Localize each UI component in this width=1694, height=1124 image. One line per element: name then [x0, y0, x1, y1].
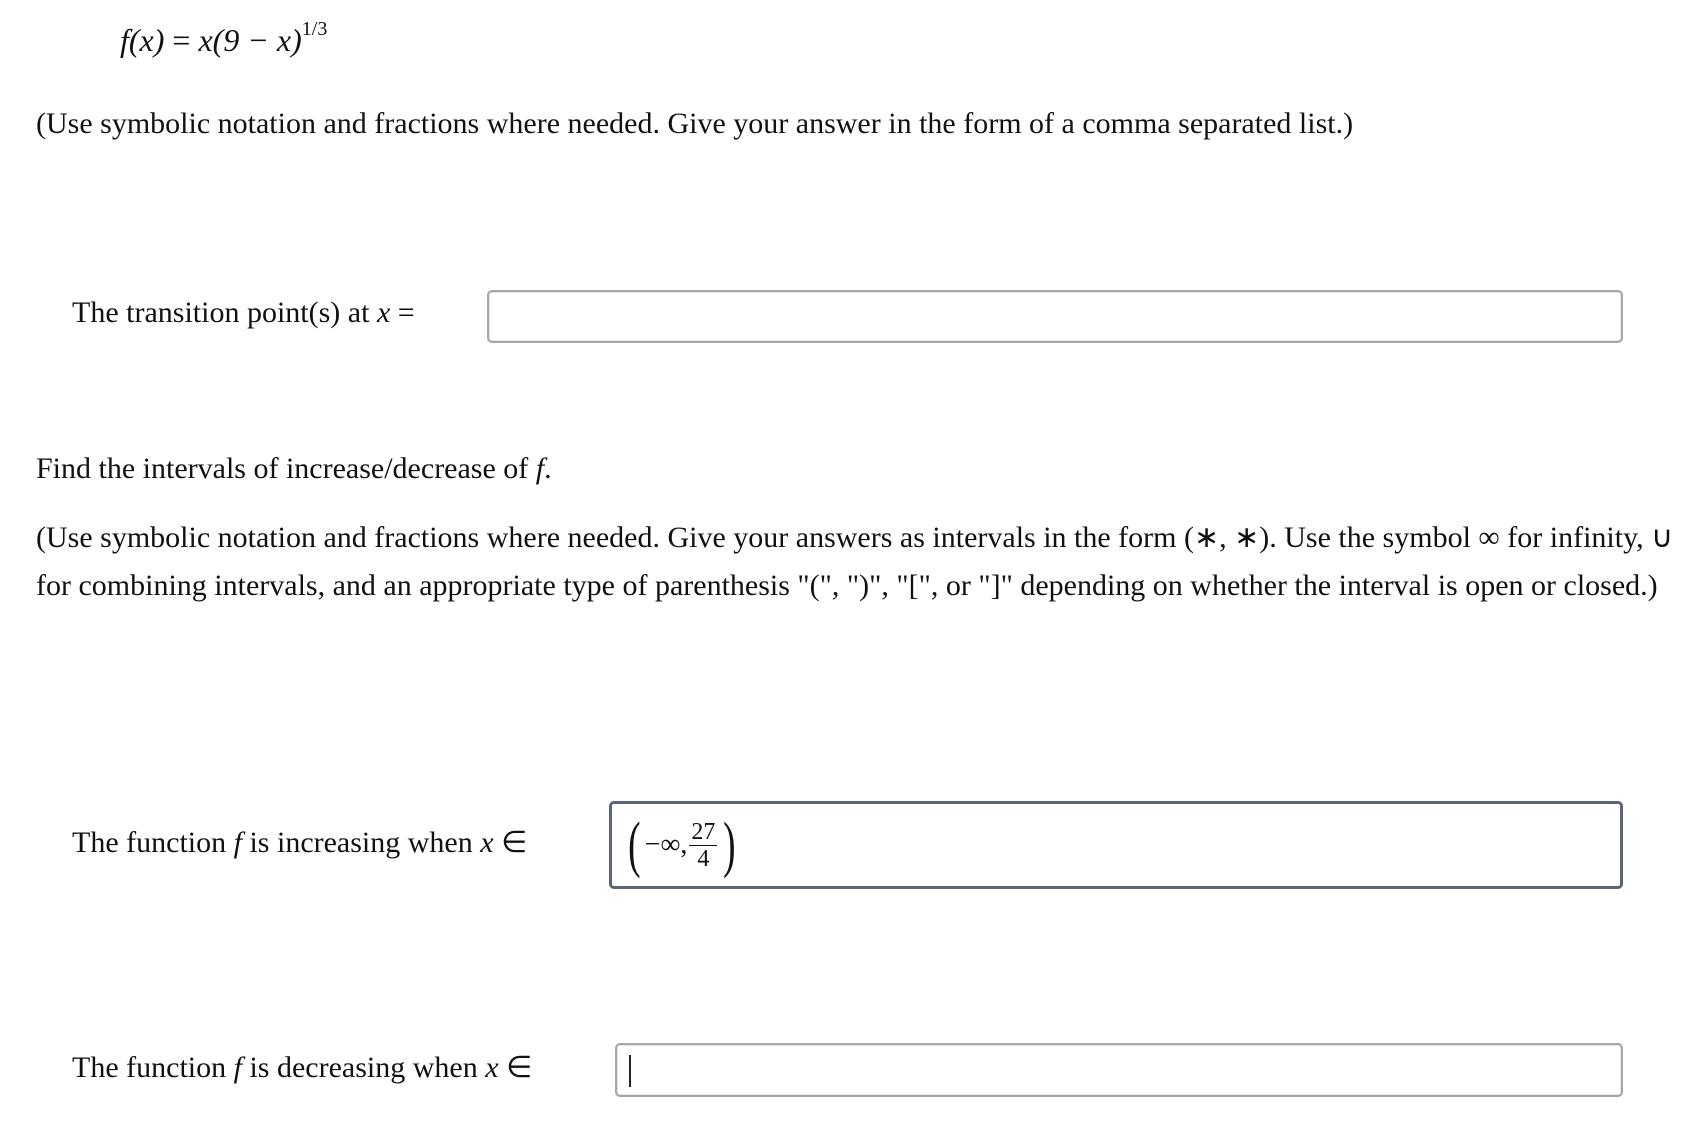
increasing-f: f [233, 826, 242, 859]
transition-label [72, 296, 415, 330]
increasing-prefix: The function [72, 826, 227, 859]
decreasing-prefix: The function [72, 1051, 227, 1084]
section-heading-var: f [535, 452, 545, 485]
decreasing-var: x [485, 1051, 499, 1084]
increasing-interval-input[interactable] [609, 801, 1623, 889]
decreasing-in: ∈ [506, 1051, 533, 1084]
transition-var: x [376, 296, 391, 329]
formula-rhs: x(9 − x) [198, 22, 302, 58]
instructions-intervals: (Use symbolic notation and fractions where needed. Give your answers as intervals in the form (∗, ∗). Use the symbol ∞ for infinity, ∪ for combining intervals, and an appropriate type of parenthesis "(", ")", "[", or "]" depending on whether the interval is open or closed.) [36, 521, 1674, 602]
increasing-label [72, 825, 527, 860]
answer-open-paren: ( [628, 811, 641, 879]
function-formula [120, 18, 328, 59]
text-cursor [629, 1055, 631, 1087]
section-heading-text: Find the intervals of increase/decrease of [36, 452, 529, 485]
formula-lhs: f(x) [120, 22, 165, 58]
answer-fraction [689, 819, 717, 872]
instructions-transition: (Use symbolic notation and fractions where needed. Give your answer in the form of a comma separated list.) [36, 107, 1354, 140]
transition-eq: = [397, 296, 415, 329]
answer-close-paren: ) [723, 811, 736, 879]
decreasing-interval-input[interactable] [615, 1043, 1623, 1097]
transition-point-input[interactable] [487, 290, 1623, 343]
formula-exponent: 1/3 [301, 18, 328, 41]
formula-equals: = [172, 22, 191, 58]
decreasing-mid: is decreasing when [249, 1051, 478, 1084]
decreasing-f: f [233, 1051, 242, 1084]
fraction-numerator: 27 [691, 818, 716, 845]
section-heading [36, 452, 552, 486]
transition-label-text: The transition point(s) at [72, 296, 370, 329]
increasing-var: x [480, 826, 494, 859]
increasing-mid: is increasing when [249, 826, 473, 859]
increasing-answer [624, 810, 740, 880]
answer-left-bound: −∞, [644, 829, 688, 860]
decreasing-label [72, 1050, 532, 1085]
section-heading-end: . [544, 452, 552, 485]
fraction-denominator: 4 [697, 845, 710, 872]
increasing-in: ∈ [501, 826, 528, 859]
